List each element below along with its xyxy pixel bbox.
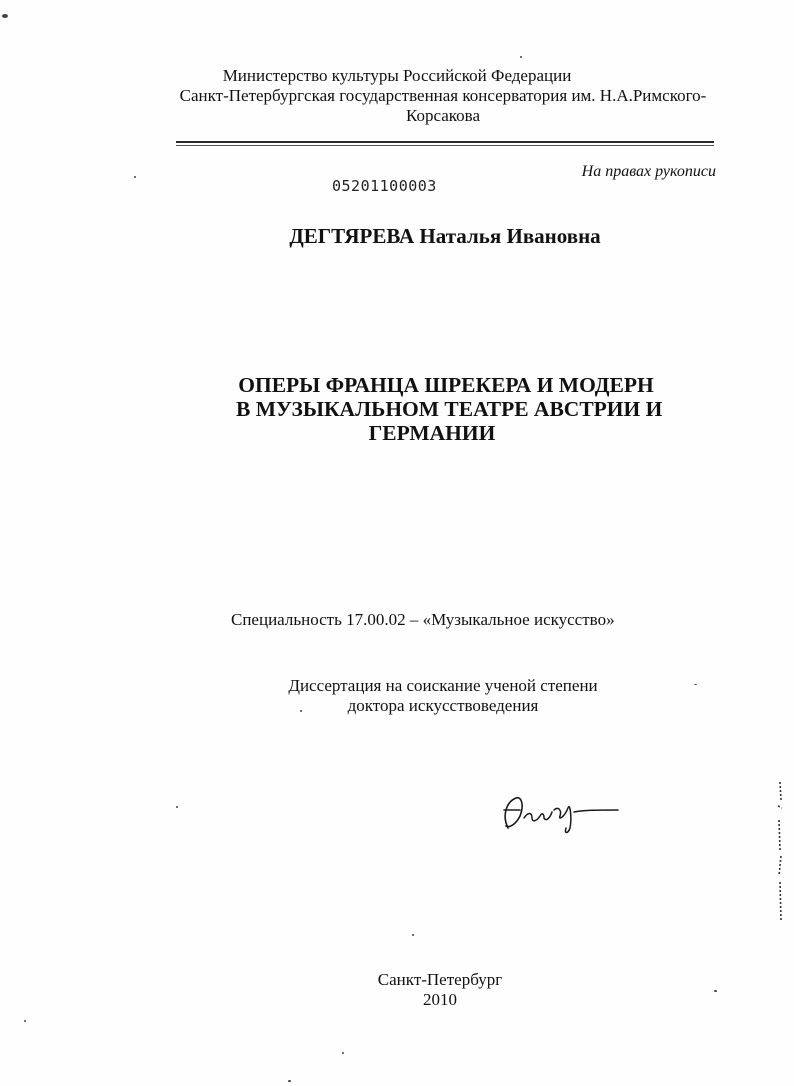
degree-line-2: доктора искусствоведения <box>347 696 539 715</box>
author-name: ДЕГТЯРЕВА Наталья Ивановна <box>289 224 601 248</box>
title-line-3: ГЕРМАНИИ <box>368 421 496 445</box>
scan-speck <box>288 1080 291 1082</box>
scan-speck <box>520 56 522 58</box>
ministry-line: Министерство культуры Российской Федерации <box>222 66 572 85</box>
header-rule-thin <box>176 145 714 146</box>
specialty-line: Специальность 17.00.02 – «Музыкальное искусство» <box>231 610 615 629</box>
scan-speck <box>342 1052 344 1054</box>
handwritten-signature <box>494 788 624 838</box>
dissertation-title <box>236 373 663 445</box>
scan-speck <box>134 176 136 178</box>
scan-speck <box>300 710 302 712</box>
scan-speck <box>694 684 697 685</box>
registration-number: 05201100003 <box>332 177 437 195</box>
place-and-year <box>340 970 540 1010</box>
degree-line-1: Диссертация на соискание ученой степени <box>288 676 598 695</box>
scan-speck <box>176 806 178 808</box>
scan-speck <box>2 14 8 18</box>
title-line-2: В МУЗЫКАЛЬНОМ ТЕАТРЕ АВСТРИИ И <box>236 397 663 421</box>
scan-edge-artifact <box>770 780 790 930</box>
degree-statement <box>268 676 618 716</box>
scan-speck <box>412 934 414 936</box>
institution-line-2: Корсакова <box>405 106 481 125</box>
city: Санкт-Петербург <box>377 970 503 989</box>
rights-note: На правах рукописи <box>581 163 716 180</box>
institution-line-1: Санкт-Петербургская государственная консерватория им. Н.А.Римского- <box>179 86 707 105</box>
header-rule <box>176 141 714 143</box>
title-line-1: ОПЕРЫ ФРАНЦА ШРЕКЕРА И МОДЕРН <box>238 373 654 397</box>
year: 2010 <box>423 990 457 1009</box>
scan-speck <box>714 990 717 992</box>
scan-speck <box>24 1020 26 1022</box>
